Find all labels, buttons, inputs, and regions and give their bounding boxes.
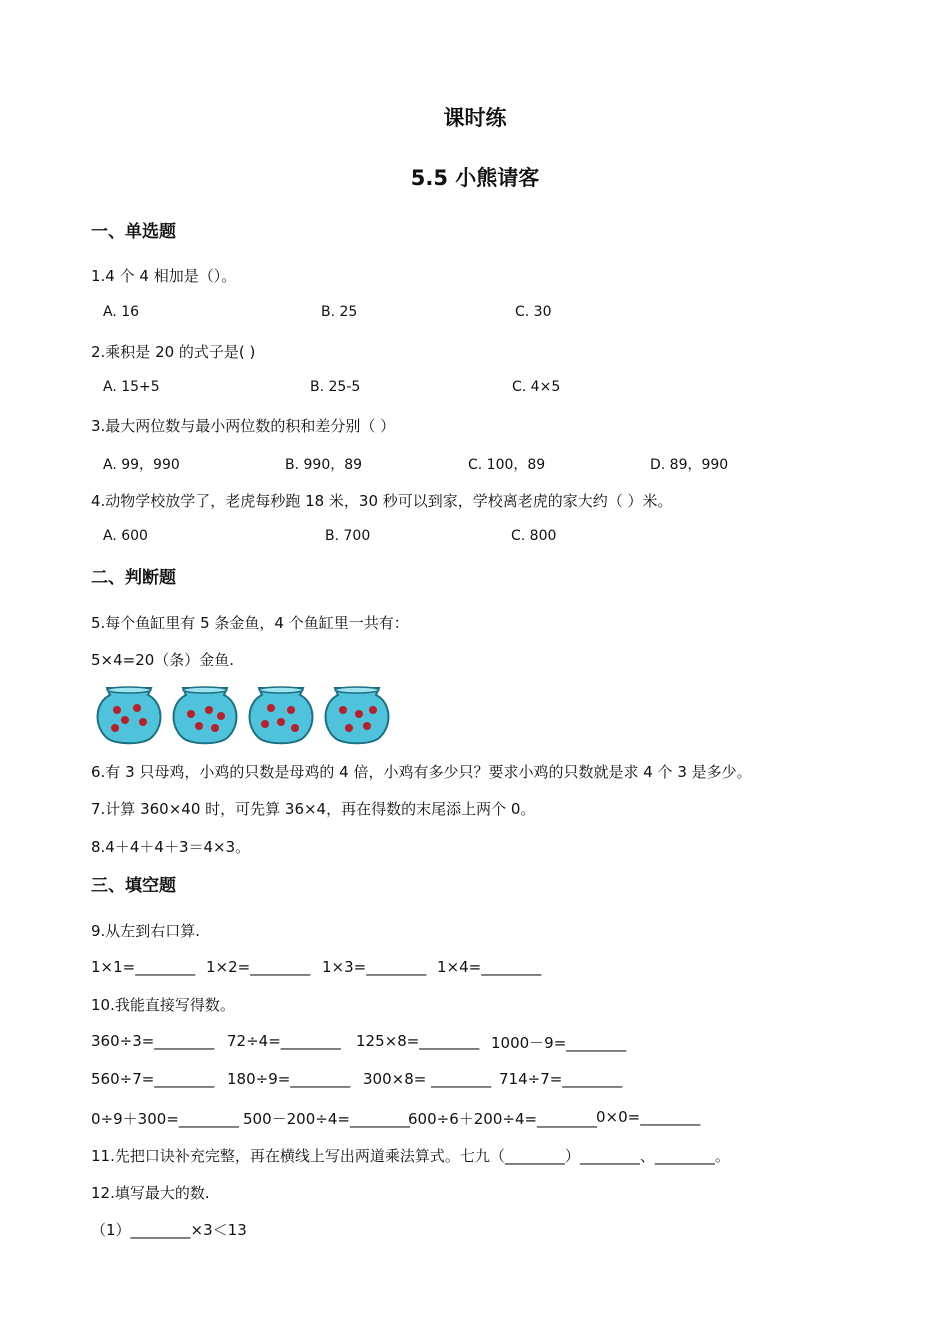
question-1: 1.4 个 4 相加是（）。 bbox=[91, 267, 237, 285]
q10-blank[interactable]: 72÷4=________ bbox=[227, 1032, 341, 1050]
page-title: 课时练 bbox=[443, 106, 507, 130]
q10-blank[interactable]: 1000－9=________ bbox=[491, 1034, 627, 1052]
q2-option-c: C. 4×5 bbox=[512, 379, 561, 395]
q4-option-c: C. 800 bbox=[511, 528, 557, 544]
q10-blank[interactable]: 300×8= ________ bbox=[363, 1070, 492, 1088]
section-heading-single-choice: 一、单选题 bbox=[91, 222, 176, 242]
section-heading-fill-blank: 三、填空题 bbox=[91, 876, 176, 896]
question-5: 5.每个鱼缸里有 5 条金鱼，4 个鱼缸里一共有： bbox=[91, 614, 409, 632]
q1-option-b: B. 25 bbox=[321, 304, 358, 320]
q3-option-d: D. 89，990 bbox=[650, 457, 729, 473]
q10-blank[interactable]: 180÷9=________ bbox=[227, 1070, 351, 1088]
question-8: 8.4＋4＋4＋3＝4×3。 bbox=[91, 838, 251, 856]
q10-blank[interactable]: 0×0=________ bbox=[596, 1108, 701, 1126]
fishbowls-illustration bbox=[93, 684, 393, 746]
q3-option-c: C. 100，89 bbox=[468, 457, 546, 473]
q2-option-b: B. 25-5 bbox=[310, 379, 361, 395]
q10-blank[interactable]: 360÷3=________ bbox=[91, 1032, 215, 1050]
question-9: 9.从左到右口算. bbox=[91, 922, 201, 940]
question-12: 12.填写最大的数. bbox=[91, 1184, 210, 1202]
q1-option-c: C. 30 bbox=[515, 304, 552, 320]
q10-blank[interactable]: 560÷7=________ bbox=[91, 1070, 215, 1088]
q12-sub1[interactable]: （1）________×3＜13 bbox=[91, 1221, 247, 1239]
fishbowl-icon bbox=[169, 684, 241, 746]
q10-blank[interactable]: 125×8=________ bbox=[356, 1032, 480, 1050]
q10-blank[interactable]: 714÷7=________ bbox=[499, 1070, 623, 1088]
q9-blank[interactable]: 1×3=________ bbox=[322, 958, 427, 976]
q10-blank[interactable]: 0÷9＋300=________ bbox=[91, 1110, 239, 1128]
section-heading-true-false: 二、判断题 bbox=[91, 568, 176, 588]
q3-option-b: B. 990，89 bbox=[285, 457, 363, 473]
q9-blank[interactable]: 1×4=________ bbox=[437, 958, 542, 976]
question-7: 7.计算 360×40 时，可先算 36×4，再在得数的末尾添上两个 0。 bbox=[91, 800, 536, 818]
q4-option-b: B. 700 bbox=[325, 528, 371, 544]
q2-option-a: A. 15+5 bbox=[103, 379, 160, 395]
q9-blank[interactable]: 1×2=________ bbox=[206, 958, 311, 976]
q9-blank[interactable]: 1×1=________ bbox=[91, 958, 196, 976]
q10-blank[interactable]: 600÷6＋200÷4=________ bbox=[408, 1110, 598, 1128]
question-2: 2.乘积是 20 的式子是( ) bbox=[91, 343, 256, 361]
lesson-title: 5.5 小熊请客 bbox=[410, 166, 540, 190]
question-5-equation: 5×4=20（条）金鱼. bbox=[91, 651, 235, 669]
q10-blank[interactable]: 500－200÷4=________ bbox=[243, 1110, 410, 1128]
question-10: 10.我能直接写得数。 bbox=[91, 996, 235, 1014]
fishbowl-icon bbox=[245, 684, 317, 746]
q3-option-a: A. 99，990 bbox=[103, 457, 180, 473]
fishbowl-icon bbox=[93, 684, 165, 746]
question-11: 11.先把口诀补充完整，再在横线上写出两道乘法算式。七九（________）________、________。 bbox=[91, 1147, 730, 1165]
q4-option-a: A. 600 bbox=[103, 528, 148, 544]
fishbowl-icon bbox=[321, 684, 393, 746]
question-3: 3.最大两位数与最小两位数的积和差分别（ ） bbox=[91, 417, 396, 435]
q1-option-a: A. 16 bbox=[103, 304, 140, 320]
question-4: 4.动物学校放学了，老虎每秒跑 18 米，30 秒可以到家，学校离老虎的家大约（ ）米。 bbox=[91, 492, 673, 510]
question-6: 6.有 3 只母鸡，小鸡的只数是母鸡的 4 倍，小鸡有多少只？要求小鸡的只数就是求 4 个 3 是多少。 bbox=[91, 763, 752, 781]
